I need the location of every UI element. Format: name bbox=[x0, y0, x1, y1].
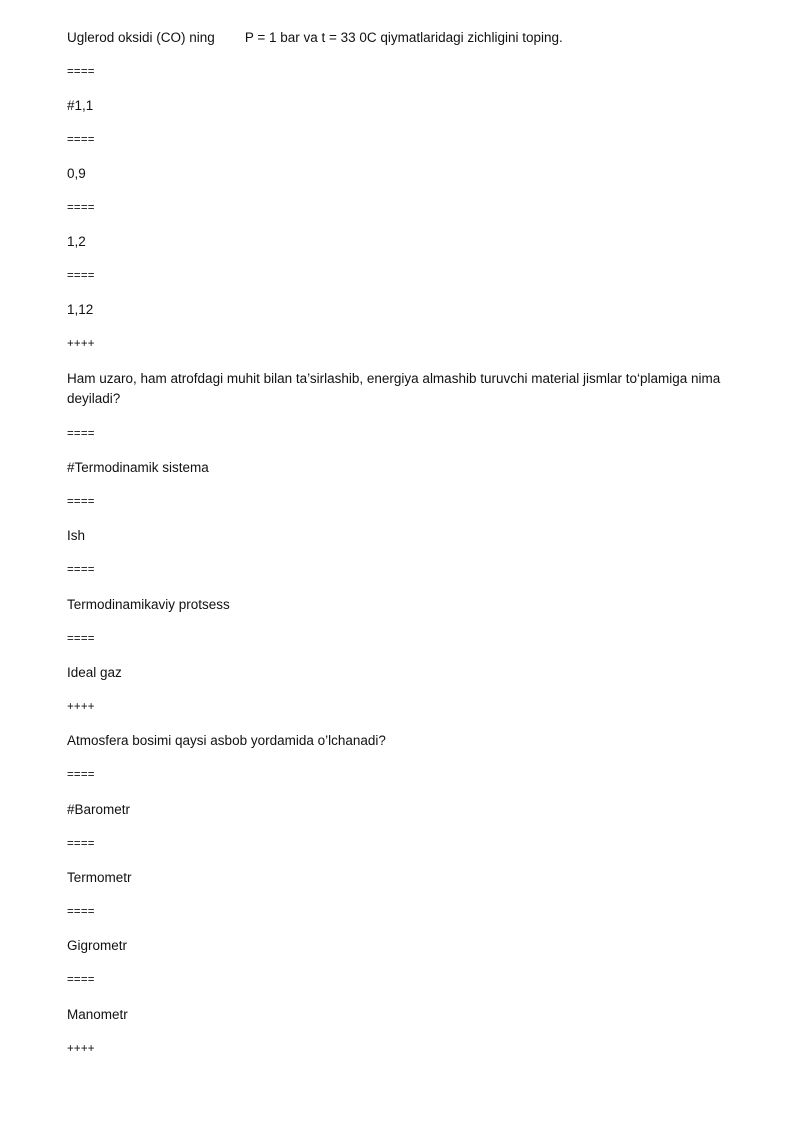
question-1-option-4: 1,12 bbox=[67, 302, 94, 317]
question-2-option-1: #Termodinamik sistema bbox=[67, 460, 209, 475]
question-separator: ++++ bbox=[67, 338, 95, 350]
option-separator: ==== bbox=[67, 496, 95, 508]
question-3-option-2: Termometr bbox=[67, 870, 132, 885]
question-1-text-right: P = 1 bar va t = 33 0C qiymatlaridagi zichligini toping. bbox=[244, 30, 563, 45]
question-1-text bbox=[67, 28, 563, 48]
question-separator: ++++ bbox=[67, 701, 95, 713]
question-2-option-2: Ish bbox=[67, 528, 86, 543]
question-2-option-3: Termodinamikaviy protsess bbox=[67, 597, 230, 612]
question-3-text: Atmosfera bosimi qaysi asbob yordamida o’lchanadi? bbox=[67, 733, 386, 748]
option-separator: ==== bbox=[67, 633, 95, 645]
option-separator: ==== bbox=[67, 202, 95, 214]
option-separator: ==== bbox=[67, 134, 95, 146]
question-3-option-3: Gigrometr bbox=[67, 938, 128, 953]
option-separator: ==== bbox=[67, 428, 95, 440]
option-separator: ==== bbox=[67, 906, 95, 918]
option-separator: ==== bbox=[67, 769, 95, 781]
option-separator: ==== bbox=[67, 974, 95, 986]
question-2-option-4: Ideal gaz bbox=[67, 665, 122, 680]
question-3-option-1: #Barometr bbox=[67, 802, 131, 817]
question-1-option-2: 0,9 bbox=[67, 166, 86, 181]
question-1-option-3: 1,2 bbox=[67, 234, 86, 249]
option-separator: ==== bbox=[67, 838, 95, 850]
question-1-text-left: Uglerod oksidi (CO) ning bbox=[67, 30, 215, 45]
option-separator: ==== bbox=[67, 564, 95, 576]
question-separator: ++++ bbox=[67, 1043, 95, 1055]
option-separator: ==== bbox=[67, 66, 95, 78]
option-separator: ==== bbox=[67, 270, 95, 282]
question-1-option-1: #1,1 bbox=[67, 98, 94, 113]
question-2-text: Ham uzaro, ham atrofdagi muhit bilan ta’sirlashib, energiya almashib turuvchi material jismlar to‘plamiga nima deyiladi? bbox=[67, 371, 721, 406]
question-3-option-4: Manometr bbox=[67, 1007, 128, 1022]
